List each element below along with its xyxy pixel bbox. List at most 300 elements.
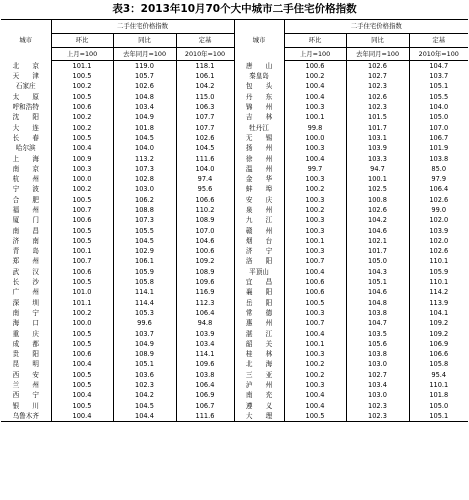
index-value-cell: 105.3 (113, 308, 176, 318)
index-value-cell: 105.1 (113, 360, 176, 370)
city-name-cell: 温 州 (234, 164, 284, 174)
table-row (1, 164, 468, 174)
index-value-cell: 97.4 (176, 174, 234, 184)
index-value-cell: 104.9 (113, 112, 176, 122)
index-value-cell: 100.0 (51, 318, 113, 328)
index-value-cell: 107.0 (176, 226, 234, 236)
index-value-cell: 106.6 (176, 195, 234, 205)
city-name-cell: 大 理 (234, 411, 284, 422)
index-value-cell: 104.0 (429, 103, 449, 112)
index-value-cell: 100.7 (51, 205, 113, 215)
index-value-cell: 100.5 (284, 411, 346, 422)
city-name-cell: 成 都 (1, 339, 51, 349)
index-value-cell: 100.2 (51, 123, 113, 133)
index-value-cell: 103.9 (176, 329, 234, 339)
column-header-fixed-right: 定基 (409, 34, 468, 48)
index-value-cell: 100.7 (284, 257, 346, 267)
index-value-cell: 106.4 (176, 308, 234, 318)
column-header-fixed-left: 定基 (176, 34, 234, 48)
city-name-cell: 洛 阳 (234, 257, 284, 267)
city-name-cell: 济 南 (1, 236, 51, 246)
index-value-cell: 100.5 (51, 236, 113, 246)
city-name-cell: 昆 明 (1, 360, 51, 370)
index-value-cell: 100.4 (51, 360, 113, 370)
index-value-cell: 103.0 (113, 185, 176, 195)
city-name-cell: 平顶山 (234, 267, 284, 277)
city-name-cell: 北 京 (1, 61, 51, 72)
index-value-cell: 106.7 (176, 401, 234, 411)
table-row (1, 329, 468, 339)
index-value-cell: 100.4 (284, 329, 346, 339)
index-value-cell: 100.3 (284, 195, 346, 205)
city-name-cell: 唐 山 (234, 61, 284, 72)
table-row (1, 308, 468, 318)
city-name-cell: 合 肥 (1, 195, 51, 205)
table-row (1, 82, 468, 92)
index-value-cell: 100.3 (51, 164, 113, 174)
index-value-cell: 100.2 (51, 308, 113, 318)
city-header-right: 城市 (234, 20, 284, 61)
index-value-cell: 100.2 (284, 71, 346, 81)
index-value-cell: 106.4 (176, 380, 234, 390)
city-name-cell: 南 宁 (1, 308, 51, 318)
index-value-cell: 106.1 (113, 257, 176, 267)
index-value-cell: 107.3 (113, 164, 176, 174)
index-value-cell: 105.6 (346, 339, 409, 349)
index-value-cell: 104.7 (346, 318, 409, 328)
index-value-cell: 100.5 (51, 277, 113, 287)
city-name-cell: 锦 州 (234, 102, 284, 112)
index-value-cell: 104.2 (113, 391, 176, 401)
index-value-cell: 109.2 (429, 329, 449, 338)
index-value-cell: 99.6 (113, 318, 176, 328)
index-value-cell: 105.9 (429, 267, 449, 276)
city-name-cell: 重 庆 (1, 329, 51, 339)
index-value-cell: 105.8 (429, 360, 449, 369)
index-value-cell: 100.5 (51, 71, 113, 81)
index-value-cell: 100.0 (51, 174, 113, 184)
index-value-cell: 100.7 (51, 257, 113, 267)
index-value-cell: 100.3 (284, 349, 346, 359)
index-value-cell: 101.8 (113, 123, 176, 133)
index-value-cell: 109.6 (176, 277, 234, 287)
index-value-cell: 100.4 (51, 411, 113, 422)
table-row (1, 288, 468, 298)
index-value-cell: 105.9 (113, 267, 176, 277)
index-value-cell: 102.3 (113, 380, 176, 390)
index-value-cell: 106.9 (429, 339, 449, 348)
index-value-cell: 105.5 (113, 226, 176, 236)
city-name-cell: 安 庆 (234, 195, 284, 205)
index-value-cell: 102.6 (346, 205, 409, 215)
index-value-cell: 100.4 (284, 401, 346, 411)
table-row (1, 401, 468, 411)
base-header-yoy-left: 去年同月=100 (113, 48, 176, 61)
index-value-cell: 97.9 (431, 175, 447, 184)
index-value-cell: 101.1 (51, 61, 113, 72)
table-title: 表3：2013年10月70个大中城市二手住宅价格指数 (112, 3, 357, 15)
index-value-cell: 104.6 (176, 236, 234, 246)
city-name-cell: 海 口 (1, 318, 51, 328)
city-name-cell: 九 江 (234, 215, 284, 225)
city-name-cell: 湛 江 (234, 329, 284, 339)
index-value-cell: 106.6 (429, 350, 449, 359)
index-value-cell: 108.9 (176, 215, 234, 225)
city-name-cell: 北 海 (234, 360, 284, 370)
index-value-cell: 100.6 (284, 288, 346, 298)
index-value-cell: 100.9 (51, 154, 113, 164)
table-row (1, 185, 468, 195)
index-value-cell: 100.5 (51, 226, 113, 236)
city-name-cell: 金 华 (234, 174, 284, 184)
index-value-cell: 114.1 (176, 349, 234, 359)
index-value-cell: 115.0 (176, 92, 234, 102)
index-value-cell: 113.9 (429, 298, 449, 307)
index-value-cell: 104.5 (113, 133, 176, 143)
index-value-cell: 100.4 (284, 92, 346, 102)
index-value-cell: 102.6 (346, 61, 409, 72)
city-header-left: 城市 (1, 20, 51, 61)
city-name-cell: 杭 州 (1, 174, 51, 184)
table-row (1, 277, 468, 287)
index-value-cell: 105.1 (346, 277, 409, 287)
column-header-mom-right: 环比 (284, 34, 346, 48)
table-row (1, 391, 468, 401)
index-value-cell: 107.3 (113, 215, 176, 225)
city-name-cell: 牡丹江 (234, 123, 284, 133)
city-name-cell: 西 宁 (1, 391, 51, 401)
index-value-cell: 100.6 (284, 277, 346, 287)
index-group-header-right: 二手住宅价格指数 (284, 20, 468, 34)
table-row (1, 154, 468, 164)
table-row (1, 112, 468, 122)
index-value-cell: 106.3 (176, 102, 234, 112)
table-row (1, 71, 468, 81)
index-value-cell: 106.1 (176, 71, 234, 81)
column-header-mom-left: 环比 (51, 34, 113, 48)
index-value-cell: 113.2 (113, 154, 176, 164)
index-value-cell: 107.7 (176, 123, 234, 133)
city-name-cell: 泸 州 (234, 380, 284, 390)
city-name-cell: 呼和浩特 (1, 102, 51, 112)
table-row (1, 102, 468, 112)
index-value-cell: 100.8 (346, 195, 409, 205)
index-value-cell: 102.5 (346, 185, 409, 195)
index-value-cell: 100.5 (51, 92, 113, 102)
index-value-cell: 100.3 (284, 308, 346, 318)
index-value-cell: 114.4 (113, 298, 176, 308)
index-value-cell: 100.3 (284, 215, 346, 225)
index-value-cell: 104.2 (176, 82, 234, 92)
city-name-cell: 兰 州 (1, 380, 51, 390)
index-value-cell: 103.3 (346, 154, 409, 164)
index-value-cell: 100.1 (284, 236, 346, 246)
index-value-cell: 103.5 (346, 329, 409, 339)
city-name-cell: 遵 义 (234, 401, 284, 411)
index-value-cell: 100.5 (51, 339, 113, 349)
index-value-cell: 102.7 (346, 370, 409, 380)
index-value-cell: 102.6 (429, 247, 449, 256)
index-value-cell: 105.0 (429, 401, 449, 410)
index-value-cell: 104.7 (429, 61, 449, 70)
index-value-cell: 103.6 (113, 370, 176, 380)
table-row (1, 339, 468, 349)
index-value-cell: 102.3 (346, 411, 409, 422)
city-name-cell: 福 州 (1, 205, 51, 215)
index-value-cell: 102.3 (346, 82, 409, 92)
index-value-cell: 100.5 (51, 133, 113, 143)
index-value-cell: 111.6 (176, 154, 234, 164)
city-name-cell: 贵 阳 (1, 349, 51, 359)
city-name-cell: 厦 门 (1, 215, 51, 225)
table-row (1, 257, 468, 267)
index-value-cell: 102.9 (113, 246, 176, 256)
table-row (1, 61, 468, 72)
index-value-cell: 100.2 (284, 370, 346, 380)
table-row (1, 92, 468, 102)
index-value-cell: 100.6 (51, 102, 113, 112)
city-name-cell: 沈 阳 (1, 112, 51, 122)
city-name-cell: 武 汉 (1, 267, 51, 277)
table-row (1, 298, 468, 308)
index-value-cell: 101.9 (429, 144, 449, 153)
index-value-cell: 100.6 (51, 349, 113, 359)
index-value-cell: 100.1 (284, 339, 346, 349)
index-value-cell: 94.7 (346, 164, 409, 174)
column-header-yoy-right: 同比 (346, 34, 409, 48)
index-value-cell: 102.7 (346, 71, 409, 81)
city-name-cell: 乌鲁木齐 (1, 411, 51, 422)
index-value-cell: 110.1 (429, 257, 449, 266)
index-value-cell: 104.5 (176, 143, 234, 153)
city-name-cell: 徐 州 (234, 154, 284, 164)
index-value-cell: 100.5 (51, 370, 113, 380)
index-value-cell: 100.2 (51, 185, 113, 195)
index-value-cell: 99.7 (284, 164, 346, 174)
index-group-header-left: 二手住宅价格指数 (51, 20, 234, 34)
city-name-cell: 南 京 (1, 164, 51, 174)
index-value-cell: 114.1 (113, 288, 176, 298)
city-name-cell: 哈尔滨 (1, 143, 51, 153)
base-header-fixed-right: 2010年=100 (409, 48, 468, 61)
index-value-cell: 104.9 (113, 339, 176, 349)
city-name-cell: 广 州 (1, 288, 51, 298)
table-row (1, 143, 468, 153)
table-row (1, 205, 468, 215)
index-value-cell: 105.8 (113, 277, 176, 287)
city-name-cell: 包 头 (234, 82, 284, 92)
city-name-cell: 南 充 (234, 391, 284, 401)
index-value-cell: 109.2 (429, 319, 449, 328)
index-value-cell: 99.8 (284, 123, 346, 133)
city-name-cell: 泉 州 (234, 205, 284, 215)
index-value-cell: 100.4 (51, 143, 113, 153)
base-header-yoy-right: 去年同月=100 (346, 48, 409, 61)
index-value-cell: 104.1 (429, 308, 449, 317)
index-value-cell: 104.5 (113, 401, 176, 411)
index-value-cell: 103.9 (429, 226, 449, 235)
index-value-cell: 100.2 (284, 360, 346, 370)
index-value-cell: 109.2 (176, 257, 234, 267)
index-value-cell: 118.1 (176, 61, 234, 72)
index-value-cell: 101.8 (429, 391, 449, 400)
index-value-cell: 107.0 (429, 123, 449, 132)
city-name-cell: 惠 州 (234, 318, 284, 328)
index-value-cell: 103.4 (176, 339, 234, 349)
index-value-cell: 101.7 (346, 123, 409, 133)
city-name-cell: 太 原 (1, 92, 51, 102)
index-value-cell: 100.3 (284, 174, 346, 184)
index-value-cell: 99.0 (431, 206, 447, 214)
index-value-cell: 100.2 (51, 112, 113, 122)
index-value-cell: 105.0 (346, 257, 409, 267)
base-header-fixed-left: 2010年=100 (176, 48, 234, 61)
index-value-cell: 104.4 (113, 411, 176, 422)
index-value-cell: 100.3 (284, 246, 346, 256)
index-value-cell: 116.9 (176, 288, 234, 298)
index-value-cell: 106.2 (113, 195, 176, 205)
index-value-cell: 94.8 (176, 318, 234, 328)
index-value-cell: 108.9 (176, 267, 234, 277)
index-value-cell: 100.3 (284, 226, 346, 236)
index-value-cell: 106.7 (429, 133, 449, 142)
index-value-cell: 103.8 (346, 349, 409, 359)
index-value-cell: 101.0 (51, 288, 113, 298)
index-value-cell: 119.0 (113, 61, 176, 72)
index-value-cell: 100.6 (176, 246, 234, 256)
city-name-cell: 深 圳 (1, 298, 51, 308)
index-value-cell: 104.8 (113, 92, 176, 102)
city-name-cell: 宁 波 (1, 185, 51, 195)
index-value-cell: 102.0 (429, 236, 449, 245)
index-value-cell: 100.4 (284, 391, 346, 401)
index-value-cell: 110.1 (429, 278, 449, 287)
index-value-cell: 100.5 (284, 298, 346, 308)
index-value-cell: 100.6 (284, 61, 346, 72)
index-value-cell: 100.4 (284, 267, 346, 277)
index-value-cell: 103.4 (346, 380, 409, 390)
table-row (1, 349, 468, 359)
city-name-cell: 赣 州 (234, 226, 284, 236)
index-value-cell: 100.2 (284, 205, 346, 215)
city-name-cell: 常 德 (234, 308, 284, 318)
city-name-cell: 桂 林 (234, 349, 284, 359)
index-value-cell: 105.1 (429, 411, 449, 420)
index-value-cell: 100.1 (284, 112, 346, 122)
index-value-cell: 100.3 (284, 102, 346, 112)
index-value-cell: 100.3 (284, 380, 346, 390)
city-name-cell: 烟 台 (234, 236, 284, 246)
index-value-cell: 105.5 (429, 92, 449, 101)
index-value-cell: 104.5 (113, 236, 176, 246)
index-value-cell: 85.0 (431, 164, 447, 173)
city-name-cell: 南 昌 (1, 226, 51, 236)
index-value-cell: 110.2 (176, 205, 234, 215)
price-index-table (1, 19, 468, 422)
city-name-cell: 秦皇岛 (234, 71, 284, 81)
table-row (1, 195, 468, 205)
index-value-cell: 103.8 (176, 370, 234, 380)
index-value-cell: 105.1 (429, 82, 449, 91)
city-name-cell: 三 亚 (234, 370, 284, 380)
city-name-cell: 韶 关 (234, 339, 284, 349)
index-value-cell: 104.0 (113, 143, 176, 153)
index-value-cell: 101.5 (346, 112, 409, 122)
index-value-cell: 104.6 (346, 226, 409, 236)
table-row (1, 267, 468, 277)
table-row (1, 236, 468, 246)
city-name-cell: 郑 州 (1, 257, 51, 267)
index-value-cell: 114.2 (429, 288, 449, 297)
base-header-mom-right: 上月=100 (284, 48, 346, 61)
city-name-cell: 扬 州 (234, 143, 284, 153)
index-value-cell: 102.6 (113, 82, 176, 92)
index-value-cell: 100.6 (51, 267, 113, 277)
city-name-cell: 丹 东 (234, 92, 284, 102)
table-row (1, 318, 468, 328)
index-value-cell: 100.4 (284, 82, 346, 92)
index-value-cell: 101.7 (346, 246, 409, 256)
index-value-cell: 100.5 (51, 401, 113, 411)
index-value-cell: 100.4 (284, 154, 346, 164)
index-value-cell: 103.7 (113, 329, 176, 339)
index-value-cell: 100.4 (51, 391, 113, 401)
index-value-cell: 102.0 (429, 216, 449, 225)
index-value-cell: 104.8 (346, 298, 409, 308)
city-name-cell: 襄 阳 (234, 288, 284, 298)
city-name-cell: 蚌 埠 (234, 185, 284, 195)
index-value-cell: 104.3 (346, 267, 409, 277)
index-value-cell: 100.0 (284, 133, 346, 143)
city-name-cell: 济 宁 (234, 246, 284, 256)
index-value-cell: 101.1 (51, 298, 113, 308)
city-name-cell: 大 连 (1, 123, 51, 133)
table-row (1, 370, 468, 380)
city-name-cell: 长 沙 (1, 277, 51, 287)
index-value-cell: 102.8 (113, 174, 176, 184)
index-value-cell: 100.6 (51, 215, 113, 225)
index-value-cell: 109.6 (176, 360, 234, 370)
table-row (1, 133, 468, 143)
index-value-cell: 100.3 (284, 143, 346, 153)
index-value-cell: 105.0 (429, 113, 449, 122)
index-value-cell: 103.0 (346, 360, 409, 370)
table-row (1, 226, 468, 236)
table-row (1, 174, 468, 184)
index-value-cell: 100.1 (51, 246, 113, 256)
index-value-cell: 100.5 (51, 380, 113, 390)
index-value-cell: 106.4 (429, 185, 449, 194)
index-value-cell: 110.1 (429, 381, 449, 390)
index-value-cell: 100.7 (284, 318, 346, 328)
table-row (1, 380, 468, 390)
index-value-cell: 103.8 (346, 308, 409, 318)
index-value-cell: 102.3 (346, 401, 409, 411)
index-value-cell: 105.7 (113, 71, 176, 81)
table-row (1, 411, 468, 422)
index-value-cell: 100.2 (51, 82, 113, 92)
index-value-cell: 103.9 (346, 143, 409, 153)
table-row (1, 215, 468, 225)
index-value-cell: 104.0 (176, 164, 234, 174)
base-header-mom-left: 上月=100 (51, 48, 113, 61)
city-name-cell: 宜 昌 (234, 277, 284, 287)
index-value-cell: 100.5 (51, 195, 113, 205)
index-value-cell: 102.1 (346, 236, 409, 246)
index-value-cell: 100.5 (51, 329, 113, 339)
index-value-cell: 95.6 (176, 185, 234, 195)
city-name-cell: 银 川 (1, 401, 51, 411)
